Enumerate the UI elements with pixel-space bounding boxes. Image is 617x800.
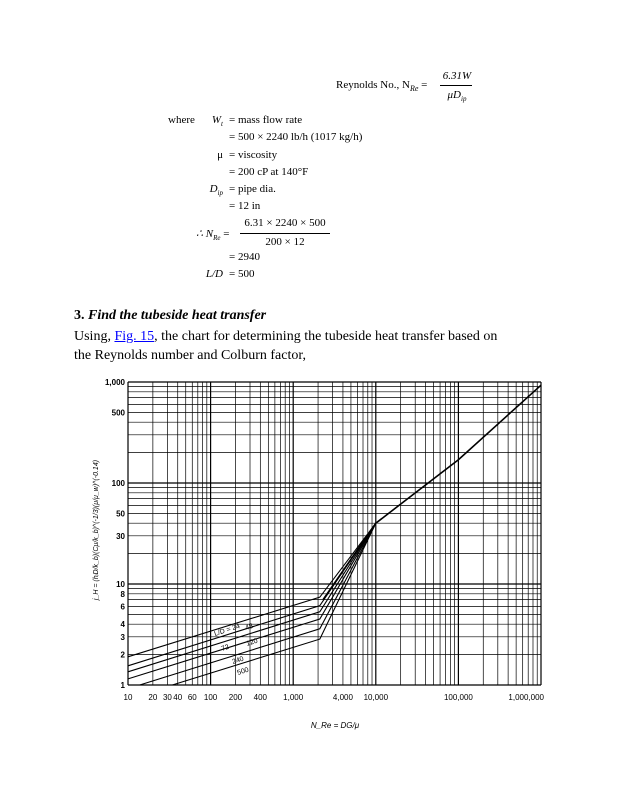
curve-label: 72	[220, 643, 231, 653]
curve-label: 48	[244, 622, 255, 632]
x-tick-label: 200	[228, 693, 243, 702]
paragraph-after: , the chart for determining the tubeside heat transfer based on	[154, 329, 498, 344]
section-title: Find the tubeside heat transfer	[88, 308, 267, 323]
result-line: = 2940	[229, 251, 260, 263]
therefore-lhs	[196, 227, 229, 242]
x-tick-label: 10,000	[363, 693, 389, 702]
y-axis-label: j_H = (hᵢD/k_b)(Cμ/k_b)^(-1/3)(μ/μ_w)^(-0.14)	[93, 459, 100, 601]
where-word: where	[168, 114, 195, 126]
x-tick-label: 100	[203, 693, 218, 702]
x-tick-label: 400	[253, 693, 268, 702]
calc-numerator: 6.31 × 2240 × 500	[244, 217, 326, 229]
where-lhs-4	[210, 183, 223, 197]
x-tick-label: 1,000,000	[508, 693, 544, 702]
where-lhs-0-text: W	[211, 114, 222, 126]
axis-labels	[93, 460, 360, 730]
x-tick-label: 100,000	[443, 693, 473, 702]
therefore-text: ∴ N	[196, 228, 214, 240]
paragraph-before: Using,	[74, 329, 115, 344]
laminar-curve-5	[140, 523, 376, 685]
y-tick-label: 4	[120, 620, 125, 630]
paragraph-line-2: the Reynolds number and Colburn factor,	[74, 348, 306, 363]
where-lhs-0	[212, 114, 223, 128]
reynolds-numerator	[440, 70, 474, 82]
curve-label: 500	[236, 666, 250, 677]
where-lhs-4-text: D	[209, 183, 218, 195]
section-heading	[74, 308, 266, 324]
x-tick-label: 40	[173, 693, 183, 702]
curve-label: 120	[245, 637, 259, 648]
x-tick-label: 20	[148, 693, 158, 702]
where-rhs-3: = 200 cP at 140°F	[229, 166, 309, 178]
tick-labels	[105, 378, 545, 702]
where-rhs-4: = pipe dia.	[229, 183, 276, 195]
paragraph-line-1	[74, 327, 546, 346]
where-lhs-4-sub: ip	[217, 189, 223, 198]
y-tick-label: 100	[111, 479, 125, 488]
x-tick-label: 60	[187, 693, 197, 702]
therefore-sub: Re	[213, 234, 221, 243]
reynolds-label-text: Reynolds No., N	[336, 79, 410, 91]
curves	[128, 385, 541, 685]
x-tick-label: 4,000	[332, 693, 353, 702]
reynolds-eq: =	[421, 79, 428, 91]
y-tick-label: 50	[116, 509, 125, 519]
y-tick-label: 30	[116, 531, 125, 541]
curve-label: 240	[231, 655, 245, 666]
x-tick-label: 30	[162, 693, 172, 702]
reynolds-den: μD	[447, 89, 461, 101]
where-rhs-1: = 500 × 2240 lb/h (1017 kg/h)	[229, 131, 363, 143]
y-tick-label: 1,000	[104, 378, 125, 387]
curve-label: L/D = 24	[213, 623, 241, 638]
y-tick-label: 8	[120, 589, 125, 599]
figure-link[interactable]: Fig. 15	[114, 329, 155, 344]
where-rhs-0: = mass flow rate	[229, 114, 303, 126]
where-rhs-5: = 12 in	[229, 200, 261, 212]
x-tick-label: 1,000	[283, 693, 304, 702]
major-grid	[128, 382, 541, 685]
reynolds-den-sub: ip	[461, 95, 467, 104]
y-tick-label: 3	[120, 632, 125, 642]
reynolds-label-sub: Re	[409, 84, 419, 94]
x-tick-label: 10	[123, 693, 133, 702]
therefore-eq: =	[223, 228, 230, 240]
minor-grid	[128, 382, 541, 685]
reynolds-denominator	[440, 89, 474, 103]
ld-lhs: L/D	[205, 268, 223, 280]
section-number: 3.	[74, 308, 85, 323]
where-rhs-2: = viscosity	[229, 149, 278, 161]
y-tick-label: 6	[120, 602, 125, 612]
y-tick-label: 2	[120, 650, 125, 660]
where-lhs-2: μ	[217, 149, 223, 161]
ld-rhs: = 500	[229, 268, 255, 280]
y-tick-label: 500	[111, 408, 125, 418]
reynolds-num: 6.31W	[442, 70, 472, 82]
y-tick-label: 1	[120, 681, 125, 690]
x-axis-label: N_Re = DG/μ	[310, 721, 360, 730]
reynolds-fraction-line	[440, 85, 472, 86]
y-tick-label: 10	[116, 580, 125, 589]
calc-fraction-line	[240, 233, 330, 234]
heat-transfer-chart	[0, 370, 617, 770]
calc-denominator: 200 × 12	[265, 236, 305, 248]
where-lhs-0-sub: t	[221, 120, 223, 129]
reynolds-label	[336, 79, 427, 93]
